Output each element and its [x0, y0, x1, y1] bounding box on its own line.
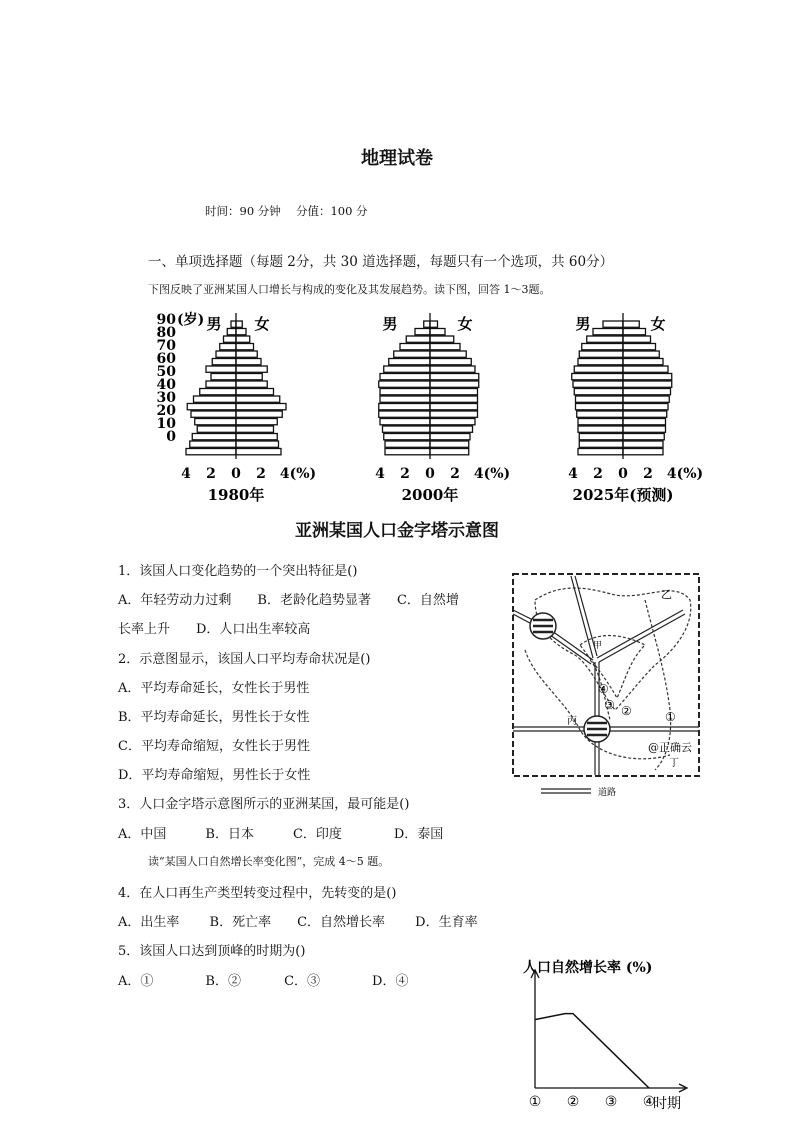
pyramid-bar-male: [415, 329, 430, 335]
pyramid-bar-male: [206, 381, 236, 387]
growth-line: [535, 1014, 649, 1088]
question-line: 4．在人口再生产类型转变过程中，先转变的是(): [118, 886, 397, 901]
pyramid-bar-male: [191, 411, 236, 417]
map-label-4: ④: [598, 682, 609, 696]
pyramid-bar-male: [406, 336, 430, 342]
pyramid-bar-female: [623, 449, 663, 455]
pyramid-bar-male: [194, 396, 237, 402]
pyramid-bar-male: [231, 321, 236, 327]
pyramid-bar-female: [623, 404, 668, 410]
pyramid-male-label: 男: [382, 315, 398, 333]
pyramid-bar-male: [383, 426, 431, 432]
road-map-figure: [505, 570, 705, 802]
pyramid-bar-male: [384, 434, 430, 440]
pyramid-bar-female: [623, 359, 663, 365]
pyramid-female-label: 女: [650, 315, 666, 333]
pyramid-bar-female: [430, 419, 475, 425]
pyramid-bar-male: [574, 389, 623, 395]
map-label-bing: 丙: [567, 716, 577, 727]
pyramid-age-label: 50: [156, 364, 176, 380]
question-line: A．中国 B．日本 C．印度 D．泰国: [118, 827, 444, 842]
pyramid-bar-male: [385, 449, 430, 455]
pyramid-x-tick: 4(%): [473, 466, 511, 482]
pyramid-x-tick: 2: [256, 466, 266, 482]
pyramid-bar-male: [206, 366, 236, 372]
pyramid-x-tick: 4(%): [279, 466, 317, 482]
pyramid-x-tick: 4(%): [666, 466, 704, 482]
pyramid-age-label: 10: [156, 416, 176, 432]
pyramid-female-label: 女: [457, 315, 473, 333]
pyramid-bar-female: [236, 419, 277, 425]
pyramid-bar-female: [623, 336, 651, 342]
map-watermark: @正确云: [648, 741, 692, 754]
pyramid-age-label: 70: [156, 338, 176, 354]
map-label-ding: 丁: [669, 758, 679, 769]
pyramid-bar-female: [236, 434, 277, 440]
question-line: A．平均寿命延长，女性长于男性: [118, 681, 310, 696]
pyramid-bar-female: [623, 434, 664, 440]
pyramid-bar-female: [236, 396, 280, 402]
question-line: 5．该国人口达到顶峰的时期为(): [118, 944, 306, 959]
pyramid-bar-male: [582, 344, 623, 350]
pyramid-bar-male: [380, 374, 430, 380]
question-line: 长率上升 D．人口出生率较高: [118, 622, 311, 637]
pyramid-bar-female: [430, 374, 479, 380]
pyramid-bar-male: [394, 351, 430, 357]
pyramid-age-label: 40: [156, 377, 176, 393]
question-line: A．出生率 B．死亡率 C．自然增长率 D．生育率: [118, 915, 478, 930]
pyramid-bar-female: [430, 404, 478, 410]
pyramid-year-label: 2025年(预测): [572, 486, 674, 504]
pyramid-bar-male: [192, 434, 236, 440]
pyramid-x-tick: 2: [643, 466, 653, 482]
pyramid-x-tick: 2: [400, 466, 410, 482]
pyramid-bar-male: [587, 336, 623, 342]
pyramid-bar-male: [579, 441, 623, 447]
pyramid-bar-male: [211, 374, 236, 380]
pyramid-male-label: 男: [575, 315, 591, 333]
pyramid-bar-female: [236, 321, 242, 327]
pyramid-x-tick: 0: [231, 466, 241, 482]
pyramid-bar-male: [384, 366, 430, 372]
growth-x-tick: ③: [604, 1094, 618, 1110]
question-line: 1．该国人口变化趋势的一个突出特征是(): [118, 564, 358, 579]
pyramid-age-label: 0: [166, 429, 176, 445]
growth-x-tick: ②: [566, 1094, 580, 1110]
pyramid-bar-female: [236, 374, 262, 380]
legend-road-label: 道路: [598, 788, 617, 798]
pyramid-bar-female: [430, 411, 478, 417]
pyramid-bar-female: [623, 351, 659, 357]
pyramid-bar-male: [379, 404, 430, 410]
pyramid-bar-male: [576, 404, 624, 410]
growth-x-title: 时期: [653, 1096, 681, 1112]
pyramid-bar-male: [578, 449, 623, 455]
pyramid-bar-male: [593, 329, 623, 335]
pyramid-bar-male: [380, 419, 430, 425]
question-line: A．① B．② C．③ D．④: [118, 974, 409, 989]
intro-text-2: 读“某国人口自然增长率变化图”，完成 4～5 题。: [148, 855, 390, 868]
population-pyramids: [0, 305, 794, 505]
pyramid-female-label: 女: [254, 315, 270, 333]
map-label-3: ③: [604, 698, 615, 712]
pyramid-bar-female: [236, 426, 274, 432]
pyramid-x-tick: 4: [568, 466, 578, 482]
pyramid-bar-male: [195, 419, 236, 425]
pyramid-bar-male: [187, 404, 236, 410]
pyramid-bar-male: [579, 351, 623, 357]
pyramid-bar-female: [623, 329, 646, 335]
exam-meta: 时间：90 分钟 分值：100 分: [205, 204, 368, 218]
pyramid-bar-female: [430, 359, 471, 365]
pyramid-male-label: 男: [206, 315, 222, 333]
intro-text-1: 下图反映了亚洲某国人口增长与构成的变化及其发展趋势。读下图，回答 1～3题。: [148, 283, 551, 296]
pyramid-x-tick: 0: [425, 466, 435, 482]
pyramid-bar-male: [578, 419, 623, 425]
pyramid-bar-female: [623, 321, 639, 327]
pyramid-bar-female: [236, 404, 286, 410]
pyramid-bar-male: [186, 449, 236, 455]
pyramid-year-label: 2000年: [401, 486, 459, 504]
question-line: C．平均寿命缩短，女性长于男性: [118, 739, 310, 754]
pyramid-bar-male: [220, 344, 236, 350]
pyramid-x-tick: 2: [206, 466, 216, 482]
pyramid-bar-male: [574, 366, 623, 372]
pyramid-bar-female: [236, 441, 279, 447]
pyramid-age-label: 30: [156, 390, 176, 406]
pyramid-bar-male: [224, 336, 237, 342]
pyramid-x-tick: 4: [375, 466, 385, 482]
question-line: D．平均寿命缩短，男性长于女性: [118, 768, 311, 783]
pyramid-bar-male: [190, 441, 236, 447]
pyramid-bar-female: [430, 344, 460, 350]
pyramid-year-label: 1980年: [207, 486, 265, 504]
growth-x-tick: ④: [642, 1094, 656, 1110]
pyramid-bar-female: [623, 396, 669, 402]
pyramid-bar-female: [430, 336, 454, 342]
pyramid-bar-female: [623, 366, 668, 372]
map-label-yi: 乙: [661, 588, 672, 601]
pyramid-x-tick: 4: [181, 466, 191, 482]
pyramid-bar-male: [572, 374, 623, 380]
pyramid-bar-female: [623, 374, 672, 380]
pyramid-bar-female: [430, 366, 475, 372]
pyramid-bar-female: [430, 449, 469, 455]
pyramid-bar-male: [227, 329, 236, 335]
question-line: 3．人口金字塔示意图所示的亚洲某国，最可能是(): [118, 797, 410, 812]
pyramid-age-label: 20: [156, 403, 176, 419]
pyramid-bar-female: [236, 366, 267, 372]
pyramid-bar-female: [430, 381, 479, 387]
page-title: 地理试卷: [361, 148, 433, 169]
map-label-1: ①: [665, 710, 676, 724]
pyramid-bar-female: [430, 329, 445, 335]
pyramid-bar-female: [623, 411, 667, 417]
pyramid-bar-male: [424, 321, 430, 327]
pyramid-bar-female: [430, 321, 438, 327]
pyramid-bar-female: [623, 344, 656, 350]
pyramid-bar-female: [430, 434, 470, 440]
pyramid-bar-female: [623, 441, 663, 447]
growth-x-tick: ①: [528, 1094, 542, 1110]
pyramid-bar-female: [430, 441, 469, 447]
pyramid-bar-male: [197, 426, 236, 432]
pyramid-bar-female: [430, 351, 466, 357]
pyramid-bar-female: [623, 381, 672, 387]
pyramid-age-unit: (岁): [177, 312, 205, 328]
pyramid-bar-female: [430, 389, 478, 395]
growth-chart-title: 人口自然增长率 (%): [523, 960, 653, 976]
question-line: B．平均寿命延长，男性长于女性: [118, 710, 310, 725]
pyramid-bar-female: [236, 411, 282, 417]
pyramid-figure-title: 亚洲某国人口金字塔示意图: [295, 521, 499, 541]
pyramid-bar-female: [430, 426, 473, 432]
pyramid-x-tick: 2: [593, 466, 603, 482]
pyramid-bar-male: [200, 389, 236, 395]
pyramid-bar-female: [623, 419, 666, 425]
pyramid-age-label: 80: [156, 325, 176, 341]
pyramid-bar-female: [236, 351, 257, 357]
map-label-2: ②: [621, 704, 632, 718]
section-heading: 一、单项选择题（每题 2分，共 30 道选择题，每题只有一个选项，共 60分）: [148, 254, 614, 270]
pyramid-bar-female: [236, 329, 246, 335]
pyramid-bar-male: [389, 359, 430, 365]
pyramid-bar-male: [573, 381, 623, 387]
pyramid-bar-male: [216, 351, 236, 357]
pyramid-bar-male: [400, 344, 430, 350]
pyramid-bar-male: [379, 411, 430, 417]
pyramid-bar-male: [379, 381, 430, 387]
map-label-jia: 甲: [593, 641, 603, 651]
growth-rate-chart: [515, 950, 715, 1115]
pyramid-bar-female: [236, 449, 281, 455]
pyramid-bar-male: [212, 359, 236, 365]
pyramid-bar-female: [236, 389, 274, 395]
pyramid-x-tick: 2: [450, 466, 460, 482]
pyramid-bar-male: [380, 389, 430, 395]
pyramid-age-label: 60: [156, 351, 176, 367]
pyramid-bar-female: [236, 336, 250, 342]
pyramid-bar-female: [430, 396, 478, 402]
pyramid-bar-male: [385, 441, 430, 447]
pyramid-bar-male: [578, 359, 623, 365]
pyramid-bar-male: [603, 321, 623, 327]
pyramid-bar-female: [236, 381, 267, 387]
question-line: A．年轻劳动力过剩 B．老龄化趋势显著 C．自然增: [118, 593, 459, 608]
pyramid-bar-female: [623, 389, 671, 395]
pyramid-bar-male: [576, 396, 624, 402]
pyramid-bar-male: [380, 396, 430, 402]
pyramid-age-label: 90: [156, 312, 176, 328]
pyramid-bar-male: [579, 434, 623, 440]
pyramid-bar-female: [236, 359, 261, 365]
pyramid-bar-male: [578, 426, 623, 432]
question-line: 2．示意图显示，该国人口平均寿命状况是(): [118, 652, 371, 667]
pyramid-bar-female: [623, 426, 666, 432]
pyramid-x-tick: 0: [618, 466, 628, 482]
pyramid-bar-male: [577, 411, 623, 417]
pyramid-bar-female: [236, 344, 254, 350]
